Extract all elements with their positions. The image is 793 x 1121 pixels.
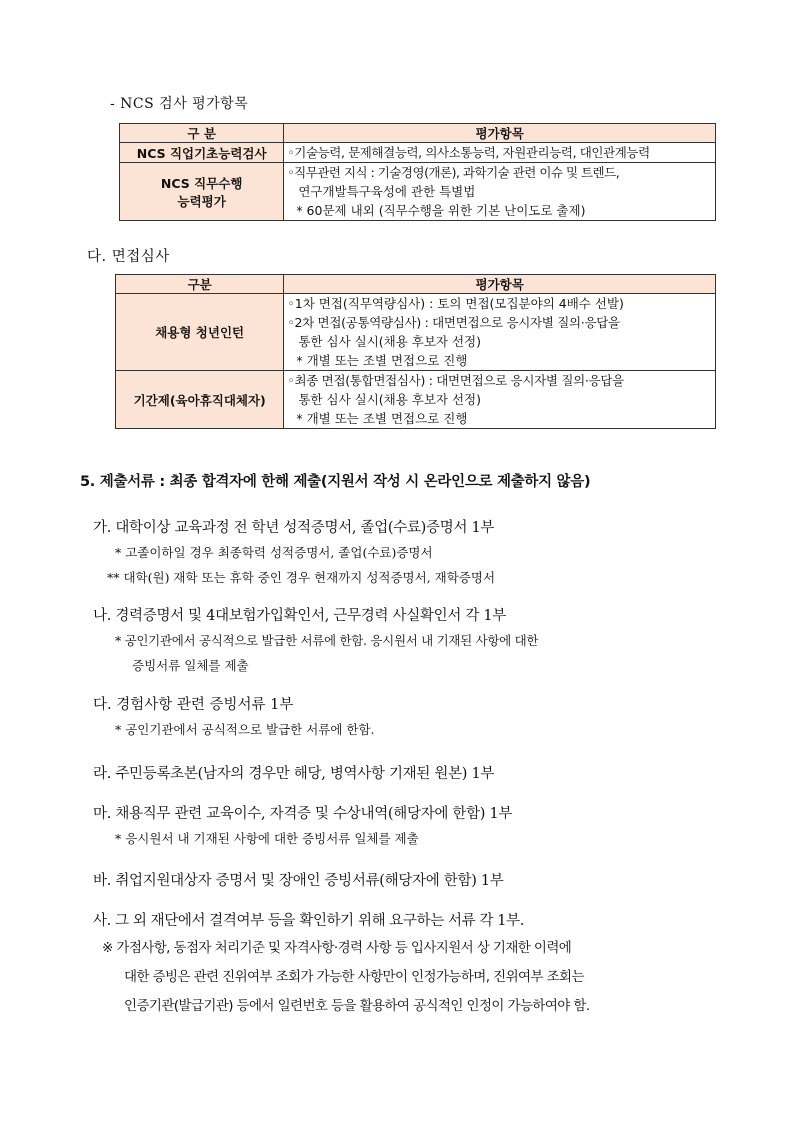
items-cell xyxy=(284,371,716,429)
items-cell xyxy=(284,163,716,221)
column-header-category: 구 분 xyxy=(120,124,284,143)
category-cell: NCS 직업기초능력검사 xyxy=(120,143,284,163)
item-line: 통한 심사 실시(채용 후보자 선정) xyxy=(298,392,481,407)
doc-item-ma: 마. 채용직무 관련 교육이수, 자격증 및 수상내역(해당자에 한함) 1부 xyxy=(93,806,513,822)
doc-note: * 공인기관에서 공식적으로 발급한 서류에 한함. xyxy=(115,722,375,737)
ncs-heading: - NCS 검사 평가항목 xyxy=(110,96,249,112)
table-header-row xyxy=(120,124,716,143)
doc-item-ba: 바. 취업지원대상자 증명서 및 장애인 증빙서류(해당자에 한함) 1부 xyxy=(93,873,504,889)
category-cell: 채용형 청년인턴 xyxy=(116,294,284,371)
doc-item-na: 나. 경력증명서 및 4대보험가입확인서, 근무경력 사실확인서 각 1부 xyxy=(93,608,507,624)
item-line: ◦최종 면접(통합면접심사) : 대면면접으로 응시자별 질의·응답을 xyxy=(287,373,624,388)
item-line: ◦1차 면접(직무역량심사) : 토의 면접(모집분야의 4배수 선발) xyxy=(287,296,624,311)
item-line: 연구개발특구육성에 관한 특별법 xyxy=(298,184,476,199)
section-5-title: 5. 제출서류 : 최종 합격자에 한해 제출(지원서 작성 시 온라인으로 제출하지 않음) xyxy=(80,474,591,490)
table-row xyxy=(120,163,716,221)
remark-line: ※ 가점사항, 동점자 처리기준 및 자격사항·경력 사항 등 입사지원서 상 기재한 이력에 xyxy=(102,940,572,956)
item-note: * 개별 또는 조별 면접으로 진행 xyxy=(296,353,468,368)
remark-line: 인증기관(발급기관) 등에서 일련번호 등을 활용하여 공식적인 인정이 가능하여야 함. xyxy=(124,998,590,1014)
ncs-evaluation-table xyxy=(119,123,716,221)
interview-heading: 다. 면접심사 xyxy=(87,249,170,265)
doc-item-da: 다. 경험사항 관련 증빙서류 1부 xyxy=(93,697,294,713)
items-cell xyxy=(284,143,716,163)
items-cell xyxy=(284,294,716,371)
doc-note: * 응시원서 내 기재된 사항에 대한 증빙서류 일체를 제출 xyxy=(115,831,419,846)
item-line: ◦기술능력, 문제해결능력, 의사소통능력, 자원관리능력, 대인관계능력 xyxy=(287,145,650,160)
doc-note: * 공인기관에서 공식적으로 발급한 서류에 한함. 응시원서 내 기재된 사항에 대한 xyxy=(115,633,539,648)
table-header-row xyxy=(116,275,716,294)
doc-item-ra: 라. 주민등록초본(남자의 경우만 해당, 병역사항 기재된 원본) 1부 xyxy=(93,766,495,782)
category-line: 능력평가 xyxy=(177,193,226,209)
doc-note: * 고졸이하일 경우 최종학력 성적증명서, 졸업(수료)증명서 xyxy=(115,545,433,560)
category-cell xyxy=(120,163,284,221)
item-line: ◦직무관련 지식 : 기술경영(개론), 과학기술 관련 이슈 및 트렌드, xyxy=(287,165,620,180)
column-header-category: 구분 xyxy=(116,275,284,294)
column-header-items: 평가항목 xyxy=(284,275,716,294)
category-cell: 기간제(육아휴직대체자) xyxy=(116,371,284,429)
item-line: 통한 심사 실시(채용 후보자 선정) xyxy=(298,334,481,349)
doc-note: 증빙서류 일체를 제출 xyxy=(132,658,249,673)
table-row xyxy=(116,294,716,371)
interview-evaluation-table xyxy=(115,274,716,429)
doc-note: ** 대학(원) 재학 또는 휴학 중인 경우 현재까지 성적증명서, 재학증명서 xyxy=(107,570,496,585)
column-header-items: 평가항목 xyxy=(284,124,716,143)
item-note: * 60문제 내외 (직무수행을 위한 기본 난이도로 출제) xyxy=(296,203,586,218)
table-row xyxy=(120,143,716,163)
item-line: ◦2차 면접(공통역량심사) : 대면면접으로 응시자별 질의·응답을 xyxy=(287,315,620,330)
doc-item-ga: 가. 대학이상 교육과정 전 학년 성적증명서, 졸업(수료)증명서 1부 xyxy=(93,520,495,536)
doc-item-sa: 사. 그 외 재단에서 결격여부 등을 확인하기 위해 요구하는 서류 각 1부. xyxy=(93,913,524,929)
category-line: NCS 직무수행 xyxy=(160,175,243,191)
item-note: * 개별 또는 조별 면접으로 진행 xyxy=(296,411,468,426)
remark-line: 대한 증빙은 관련 진위여부 조회가 가능한 사항만이 인정가능하며, 진위여부 조회는 xyxy=(124,969,584,985)
table-row xyxy=(116,371,716,429)
